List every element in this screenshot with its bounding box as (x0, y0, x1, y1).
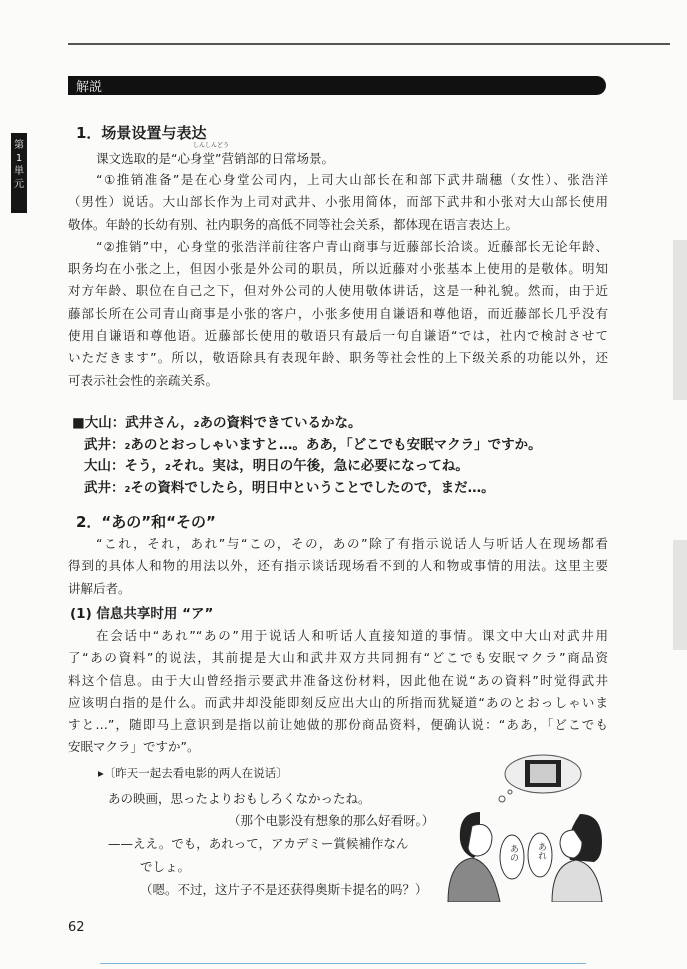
example-line: あの映画，思ったよりおもしろくなかったね。 (108, 791, 371, 806)
paragraph-line: 了“あの資料”的说法，其前提是大山和武井双方共同拥有“どこでも安眠マクラ”商品资 (68, 650, 608, 666)
section-1 (68, 124, 608, 392)
paragraph-line: （男性）说话。大山部长作为上司对武井、小张用简体，而部下武井和小张对大山部长使用 (68, 194, 608, 210)
section-2-title: 2．“あの”和“その” (76, 513, 216, 531)
paragraph-line: 安眠マクラ」ですか”。 (68, 739, 200, 755)
side-tab-char: 第 (14, 140, 24, 151)
section-2 (68, 511, 608, 600)
paragraph-line: 藤部长所在公司青山商事是小张的客户，小张多使用自谦语和尊他语，而近藤部长几乎没有 (68, 305, 608, 321)
illustration-drawing (440, 752, 610, 902)
paragraph-line: いただきます”。所以，敬语除具有表现年龄、职务等社会性的上下级关系的功能以外，还 (68, 350, 608, 366)
paragraph-line: “②推销”中，心身堂的张浩洋前往客户青山商事与近藤部长洽谈。近藤部长无论年龄、 (96, 238, 608, 254)
example-context: ▸〔昨天一起去看电影的两人在说话〕 (98, 766, 288, 780)
section-1-title: 1．场景设置与表达 (76, 124, 207, 142)
paragraph-line: 敬体。年龄的长幼有别、社内职务的高低不同等社会关系，都体现在语言表达上。 (68, 216, 519, 232)
side-tab-char: 1 (15, 153, 23, 164)
unit-side-tab (11, 133, 27, 213)
paragraph-line: 使用自谦语和尊他语。近藤部长使用的敬语只有最后一句自谦语“では，社内で検討させて (68, 328, 608, 344)
example-line: でしょ。 (140, 859, 191, 874)
paragraph-line: “これ，それ，あれ”与“この，その，あの”除了有指示说话人与听话人在现场都看 (96, 536, 608, 551)
footer-rule (100, 963, 586, 964)
paragraph-line: 可表示社会性的亲疏关系。 (68, 372, 219, 388)
subsection-1 (68, 603, 608, 759)
side-tab-char: 単 (14, 166, 24, 177)
dialogue-line: 武井：₂その資料でしたら，明日中ということでしたので，まだ…。 (84, 480, 495, 497)
page-number: 62 (68, 920, 85, 935)
section-header: 解説 (76, 80, 103, 95)
paragraph-line: “①推销准备”是在心身堂公司内，上司大山部长在和部下武井瑞穗（女性）、张浩洋 (96, 172, 608, 187)
paragraph-line: 职务均在小张之上，但因小张是外公司的职员，所以近藤对小张基本上使用的是敬体。明知 (68, 261, 608, 277)
header-rule (68, 43, 670, 45)
example-translation: （那个电影没有想象的那么好看呀。） (228, 813, 435, 828)
paragraph-line: 讲解后者。 (68, 580, 131, 596)
dialogue-block (68, 413, 608, 500)
scan-edge-artifact (673, 240, 687, 400)
illustration-two-people (440, 752, 610, 902)
paragraph-line: 得到的具体人和物的用法以外，还有指示谈话现场看不到的人和物或事情的用法。这里主要 (68, 558, 608, 574)
paragraph-line: 课文选取的是“心身堂”营销部的日常场景。 (96, 151, 334, 166)
scan-edge-artifact (673, 540, 687, 650)
section-header-bar (68, 76, 606, 95)
subsection-1-title: (1) 信息共享时用 “ア” (70, 606, 214, 622)
paragraph-line: 料这个信息。由于大山曾经指示要武井准备这份材料，因此他在说“あの資料”时觉得武井 (68, 672, 608, 688)
speech-bubble-right: あれ (536, 842, 546, 860)
paragraph-line: 应该明白指的是什么。而武井却没能即刻反应出大山的所指而犹疑道“あのとおっしゃいま (68, 694, 608, 710)
dialogue-line: ■大山：武井さん，₂あの資料できているかな。 (72, 415, 362, 431)
paragraph-line: すと…”，随即马上意识到是指以前让她做的那份商品资料，便确认说：“ああ，「どこでも (68, 717, 608, 733)
example-translation: （嗯。不过，这片子不是还获得奥斯卡提名的吗？） (140, 882, 428, 897)
furigana: しんしんどう (193, 142, 230, 149)
paragraph-line: 对方年龄、职位在自己之下，但对外公司的人使用敬体讲话，这是一种礼貌。然而，由于近 (68, 283, 608, 299)
dialogue-line: 武井：₂あのとおっしゃいますと…。ああ，「どこでも安眠マクラ」ですか。 (84, 436, 542, 453)
example-line: ——ええ。でも，あれって，アカデミー賞候補作なん (108, 836, 409, 851)
dialogue-line: 大山：そう，₂それ。実は，明日の午後，急に必要になってね。 (84, 458, 469, 475)
speech-bubble-left: あの (508, 844, 518, 862)
paragraph-line: 在会话中“あれ”“あの”用于说话人和听话人直接知道的事情。课文中大山对武井用 (96, 628, 608, 643)
side-tab-char: 元 (14, 179, 24, 190)
